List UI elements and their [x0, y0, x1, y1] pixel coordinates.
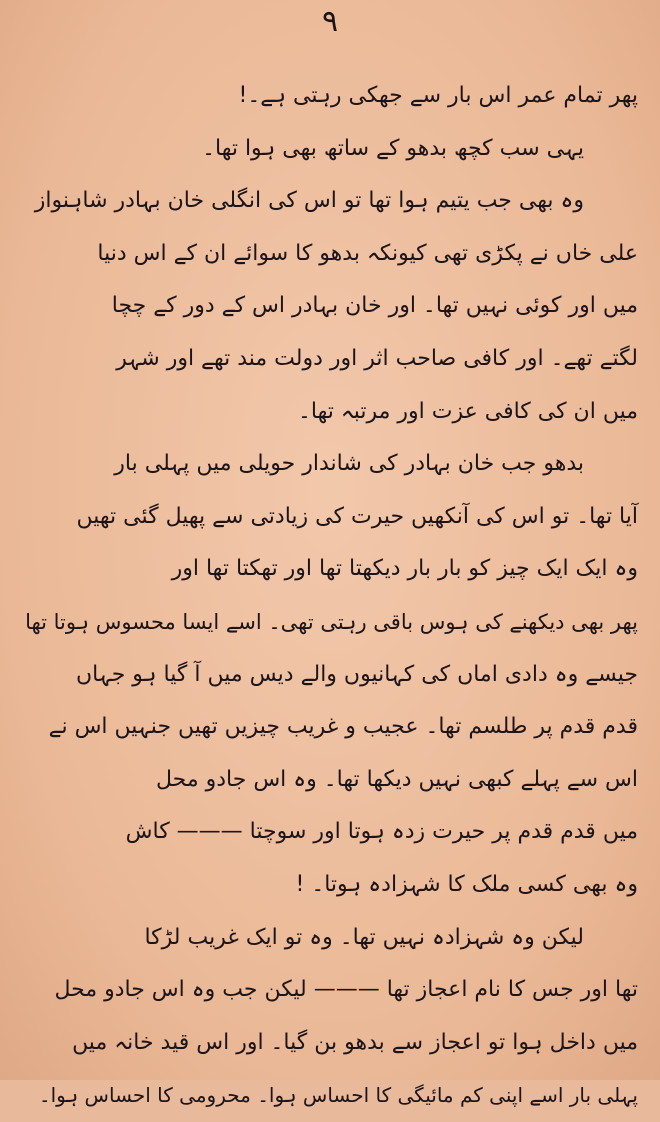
text-line: میں اور کوئی نہیں تھا۔ اور خان بہادر اس کے دور کے چچا [111, 293, 638, 319]
text-line: بدھو جب خان بہادر کی شاندار حویلی میں پہلی بار [114, 451, 584, 477]
text-line: علی خاں نے پکڑی تھی کیونکہ بدھو کا سوائے ان کے اس دنیا [97, 240, 638, 266]
text-line: تھا اور جس کا نام اعجاز تھا ——— لیکن جب وہ اس جادو محل [54, 977, 638, 1003]
text-line: میں ان کی کافی عزت اور مرتبہ تھا۔ [297, 398, 638, 424]
text-line: اس سے پہلے کبھی نہیں دیکھا تھا۔ وہ اس جادو محل [155, 766, 638, 792]
text-line: پھر بھی دیکھنے کی ہوس باقی رہتی تھی۔ اسے ایسا محسوس ہوتا تھا [25, 609, 638, 634]
text-line: میں داخل ہوا تو اعجاز سے بدھو بن گیا۔ اور اس قید خانہ میں [72, 1029, 638, 1055]
page-number: ٩ [321, 4, 339, 39]
text-line: وہ بھی کسی ملک کا شہزادہ ہوتا۔ ! [295, 871, 638, 897]
text-line: وہ ایک ایک چیز کو بار بار دیکھتا تھا اور تھکتا تھا اور [171, 556, 638, 582]
text-line: میں قدم قدم پر حیرت زدہ ہوتا اور سوچتا ——— کاش [125, 819, 638, 845]
text-line: پہلی بار اسے اپنی کم مائیگی کا احساس ہوا۔ محرومی کا احساس ہوا۔ [38, 1083, 638, 1108]
text-line: قدم قدم پر طلسم تھا۔ عجیب و غریب چیزیں تھیں جنہیں اس نے [48, 714, 638, 740]
urdu-body-text [22, 70, 638, 1122]
text-line: وہ بھی جب یتیم ہوا تھا تو اس کی انگلی خان بہادر شاہنواز [34, 188, 584, 214]
text-line: یہی سب کچھ بدھو کے ساتھ بھی ہوا تھا۔ [202, 135, 584, 161]
text-line: پھر تمام عمر اس بار سے جھکی رہتی ہے۔! [238, 83, 638, 108]
text-line: جیسے وہ دادی اماں کی کہانیوں والے دیس میں آ گیا ہو جہاں [75, 661, 638, 687]
text-line: آیا تھا۔ تو اس کی آنکھیں حیرت کی زیادتی سے پھیل گئی تھیں [76, 503, 638, 529]
text-line: لیکن وہ شہزادہ نہیں تھا۔ وہ تو ایک غریب لڑکا [144, 924, 584, 950]
text-line: لگتے تھے۔ اور کافی صاحب اثر اور دولت مند تھے اور شہر [116, 345, 638, 371]
